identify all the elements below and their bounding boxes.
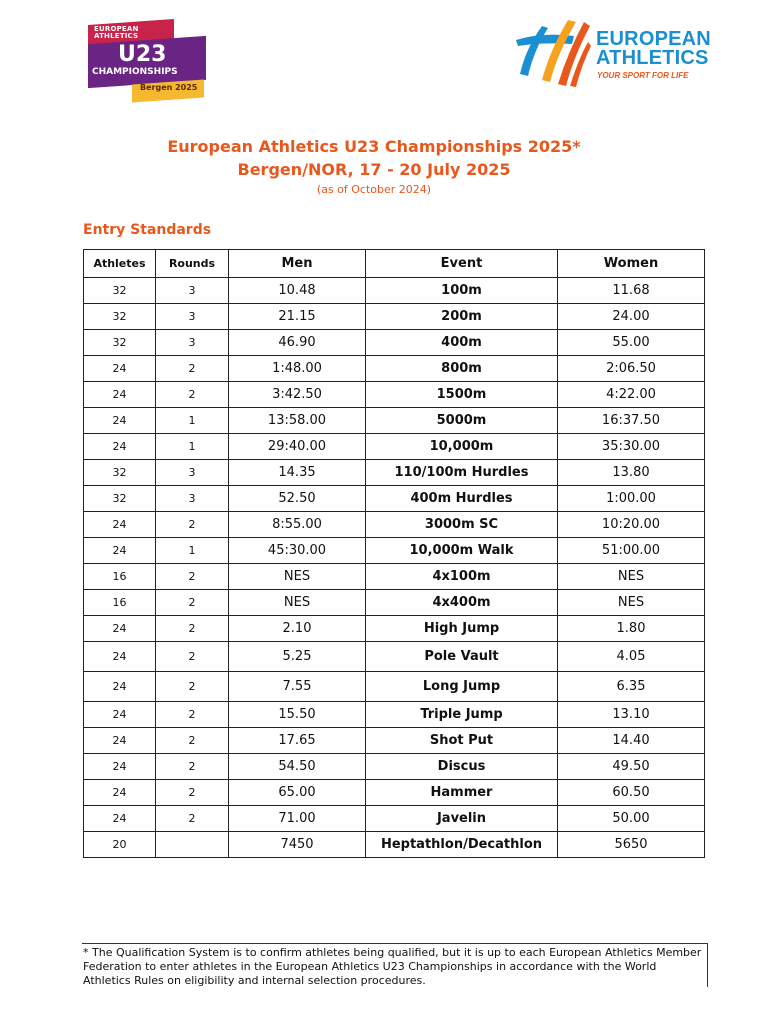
col-header-men: Men	[229, 250, 366, 278]
cell-men: 46.90	[229, 330, 366, 356]
cell-men: 15.50	[229, 702, 366, 728]
cell-men: 10.48	[229, 278, 366, 304]
table-row	[84, 780, 705, 806]
cell-athletes: 24	[84, 434, 156, 460]
cell-event: 400m	[366, 330, 558, 356]
table-row	[84, 356, 705, 382]
cell-athletes: 16	[84, 590, 156, 616]
cell-athletes: 24	[84, 780, 156, 806]
table-row	[84, 434, 705, 460]
cell-men: 7450	[229, 832, 366, 858]
cell-athletes: 32	[84, 278, 156, 304]
logo-bergen-text: Bergen 2025	[140, 83, 198, 92]
cell-event: Pole Vault	[366, 642, 558, 672]
cell-athletes: 24	[84, 408, 156, 434]
cell-event: Javelin	[366, 806, 558, 832]
cell-event: 1500m	[366, 382, 558, 408]
cell-event: Hammer	[366, 780, 558, 806]
cell-rounds: 1	[156, 538, 229, 564]
cell-rounds: 2	[156, 590, 229, 616]
cell-event: High Jump	[366, 616, 558, 642]
table-row	[84, 616, 705, 642]
runner-emblem-icon	[512, 14, 592, 90]
cell-athletes: 24	[84, 754, 156, 780]
cell-athletes: 24	[84, 616, 156, 642]
table-row	[84, 486, 705, 512]
european-athletics-logo	[512, 14, 728, 90]
table-row	[84, 512, 705, 538]
cell-rounds: 2	[156, 728, 229, 754]
cell-men: 21.15	[229, 304, 366, 330]
table-row	[84, 460, 705, 486]
cell-women: 6.35	[558, 672, 705, 702]
cell-athletes: 32	[84, 486, 156, 512]
cell-women: NES	[558, 590, 705, 616]
cell-women: 16:37.50	[558, 408, 705, 434]
table-row	[84, 590, 705, 616]
cell-women: 5650	[558, 832, 705, 858]
logo-small-text	[94, 26, 139, 40]
table-row	[84, 304, 705, 330]
cell-event: 10,000m	[366, 434, 558, 460]
table-row	[84, 538, 705, 564]
table-row	[84, 642, 705, 672]
cell-event: 5000m	[366, 408, 558, 434]
table-row	[84, 408, 705, 434]
cell-rounds: 3	[156, 278, 229, 304]
cell-men: 14.35	[229, 460, 366, 486]
cell-athletes: 24	[84, 538, 156, 564]
cell-men: NES	[229, 564, 366, 590]
table-header-row	[84, 250, 705, 278]
cell-athletes: 24	[84, 356, 156, 382]
logo-championships-text: CHAMPIONSHIPS	[92, 67, 178, 77]
col-header-women: Women	[558, 250, 705, 278]
ea-logo-name	[596, 30, 711, 68]
cell-men: 2.10	[229, 616, 366, 642]
col-header-athletes: Athletes	[84, 250, 156, 278]
cell-rounds: 2	[156, 780, 229, 806]
cell-event: 10,000m Walk	[366, 538, 558, 564]
page-subtitle-location: Bergen/NOR, 17 - 20 July 2025	[237, 160, 511, 179]
ea-logo-line2: ATHLETICS	[596, 47, 709, 69]
cell-men: 45:30.00	[229, 538, 366, 564]
cell-athletes: 24	[84, 672, 156, 702]
table-row	[84, 754, 705, 780]
cell-athletes: 32	[84, 460, 156, 486]
cell-women: 49.50	[558, 754, 705, 780]
cell-women: 10:20.00	[558, 512, 705, 538]
cell-rounds: 2	[156, 642, 229, 672]
cell-men: 29:40.00	[229, 434, 366, 460]
cell-athletes: 16	[84, 564, 156, 590]
cell-rounds: 3	[156, 330, 229, 356]
cell-event: 110/100m Hurdles	[366, 460, 558, 486]
cell-women: 4.05	[558, 642, 705, 672]
col-header-rounds: Rounds	[156, 250, 229, 278]
cell-event: 3000m SC	[366, 512, 558, 538]
cell-rounds: 1	[156, 434, 229, 460]
cell-women: 13.10	[558, 702, 705, 728]
logo-line1: EUROPEAN	[94, 25, 139, 33]
table-row	[84, 702, 705, 728]
ea-logo-line1: EUROPEAN	[596, 28, 711, 50]
table-row	[84, 278, 705, 304]
u23-championships-logo	[88, 20, 212, 100]
cell-men: 8:55.00	[229, 512, 366, 538]
cell-rounds: 2	[156, 564, 229, 590]
cell-event: Shot Put	[366, 728, 558, 754]
cell-athletes: 24	[84, 702, 156, 728]
table-row	[84, 832, 705, 858]
cell-women: 55.00	[558, 330, 705, 356]
cell-event: Discus	[366, 754, 558, 780]
cell-event: Heptathlon/Decathlon	[366, 832, 558, 858]
cell-men: 3:42.50	[229, 382, 366, 408]
cell-rounds: 2	[156, 672, 229, 702]
cell-rounds: 2	[156, 382, 229, 408]
cell-rounds: 3	[156, 460, 229, 486]
page-title: European Athletics U23 Championships 2025*	[167, 137, 581, 156]
table-row	[84, 728, 705, 754]
entry-standards-table	[83, 249, 705, 858]
cell-athletes: 24	[84, 642, 156, 672]
cell-men: NES	[229, 590, 366, 616]
cell-event: 100m	[366, 278, 558, 304]
ea-logo-tagline: YOUR SPORT FOR LIFE	[597, 71, 689, 80]
cell-rounds: 2	[156, 702, 229, 728]
cell-event: Triple Jump	[366, 702, 558, 728]
cell-men: 7.55	[229, 672, 366, 702]
cell-event: 400m Hurdles	[366, 486, 558, 512]
cell-women: NES	[558, 564, 705, 590]
cell-women: 60.50	[558, 780, 705, 806]
cell-women: 50.00	[558, 806, 705, 832]
table-row	[84, 330, 705, 356]
cell-men: 1:48.00	[229, 356, 366, 382]
cell-women: 24.00	[558, 304, 705, 330]
cell-athletes: 24	[84, 382, 156, 408]
col-header-event: Event	[366, 250, 558, 278]
cell-rounds: 2	[156, 356, 229, 382]
cell-women: 2:06.50	[558, 356, 705, 382]
cell-women: 51:00.00	[558, 538, 705, 564]
cell-athletes: 24	[84, 806, 156, 832]
cell-athletes: 24	[84, 728, 156, 754]
logo-line2: ATHLETICS	[94, 32, 139, 40]
cell-men: 65.00	[229, 780, 366, 806]
cell-rounds: 1	[156, 408, 229, 434]
cell-rounds: 3	[156, 486, 229, 512]
cell-rounds: 2	[156, 754, 229, 780]
cell-rounds: 3	[156, 304, 229, 330]
table-row	[84, 672, 705, 702]
cell-men: 71.00	[229, 806, 366, 832]
cell-men: 13:58.00	[229, 408, 366, 434]
footnote: * The Qualification System is to confirm athletes being qualified, but it is up to each European Athletics Member Federation to enter athletes in the European Athletics U23 Championships in accordance with the World Athletics Rules on eligibility and internal selection procedures.	[82, 943, 708, 987]
cell-men: 52.50	[229, 486, 366, 512]
table-row	[84, 382, 705, 408]
cell-event: 4x400m	[366, 590, 558, 616]
table-row	[84, 806, 705, 832]
cell-event: 200m	[366, 304, 558, 330]
cell-women: 14.40	[558, 728, 705, 754]
cell-athletes: 32	[84, 330, 156, 356]
cell-event: 800m	[366, 356, 558, 382]
cell-women: 1.80	[558, 616, 705, 642]
cell-men: 5.25	[229, 642, 366, 672]
cell-rounds	[156, 832, 229, 858]
cell-women: 13.80	[558, 460, 705, 486]
cell-women: 11.68	[558, 278, 705, 304]
table-row	[84, 564, 705, 590]
cell-women: 1:00.00	[558, 486, 705, 512]
cell-athletes: 32	[84, 304, 156, 330]
cell-women: 4:22.00	[558, 382, 705, 408]
logo-u23-text: U23	[118, 42, 167, 67]
cell-men: 17.65	[229, 728, 366, 754]
cell-rounds: 2	[156, 616, 229, 642]
cell-event: 4x100m	[366, 564, 558, 590]
cell-event: Long Jump	[366, 672, 558, 702]
cell-rounds: 2	[156, 806, 229, 832]
cell-women: 35:30.00	[558, 434, 705, 460]
section-title: Entry Standards	[83, 222, 212, 238]
cell-men: 54.50	[229, 754, 366, 780]
table-body	[84, 278, 705, 858]
cell-athletes: 24	[84, 512, 156, 538]
cell-athletes: 20	[84, 832, 156, 858]
cell-rounds: 2	[156, 512, 229, 538]
as-of-note: (as of October 2024)	[316, 183, 432, 196]
